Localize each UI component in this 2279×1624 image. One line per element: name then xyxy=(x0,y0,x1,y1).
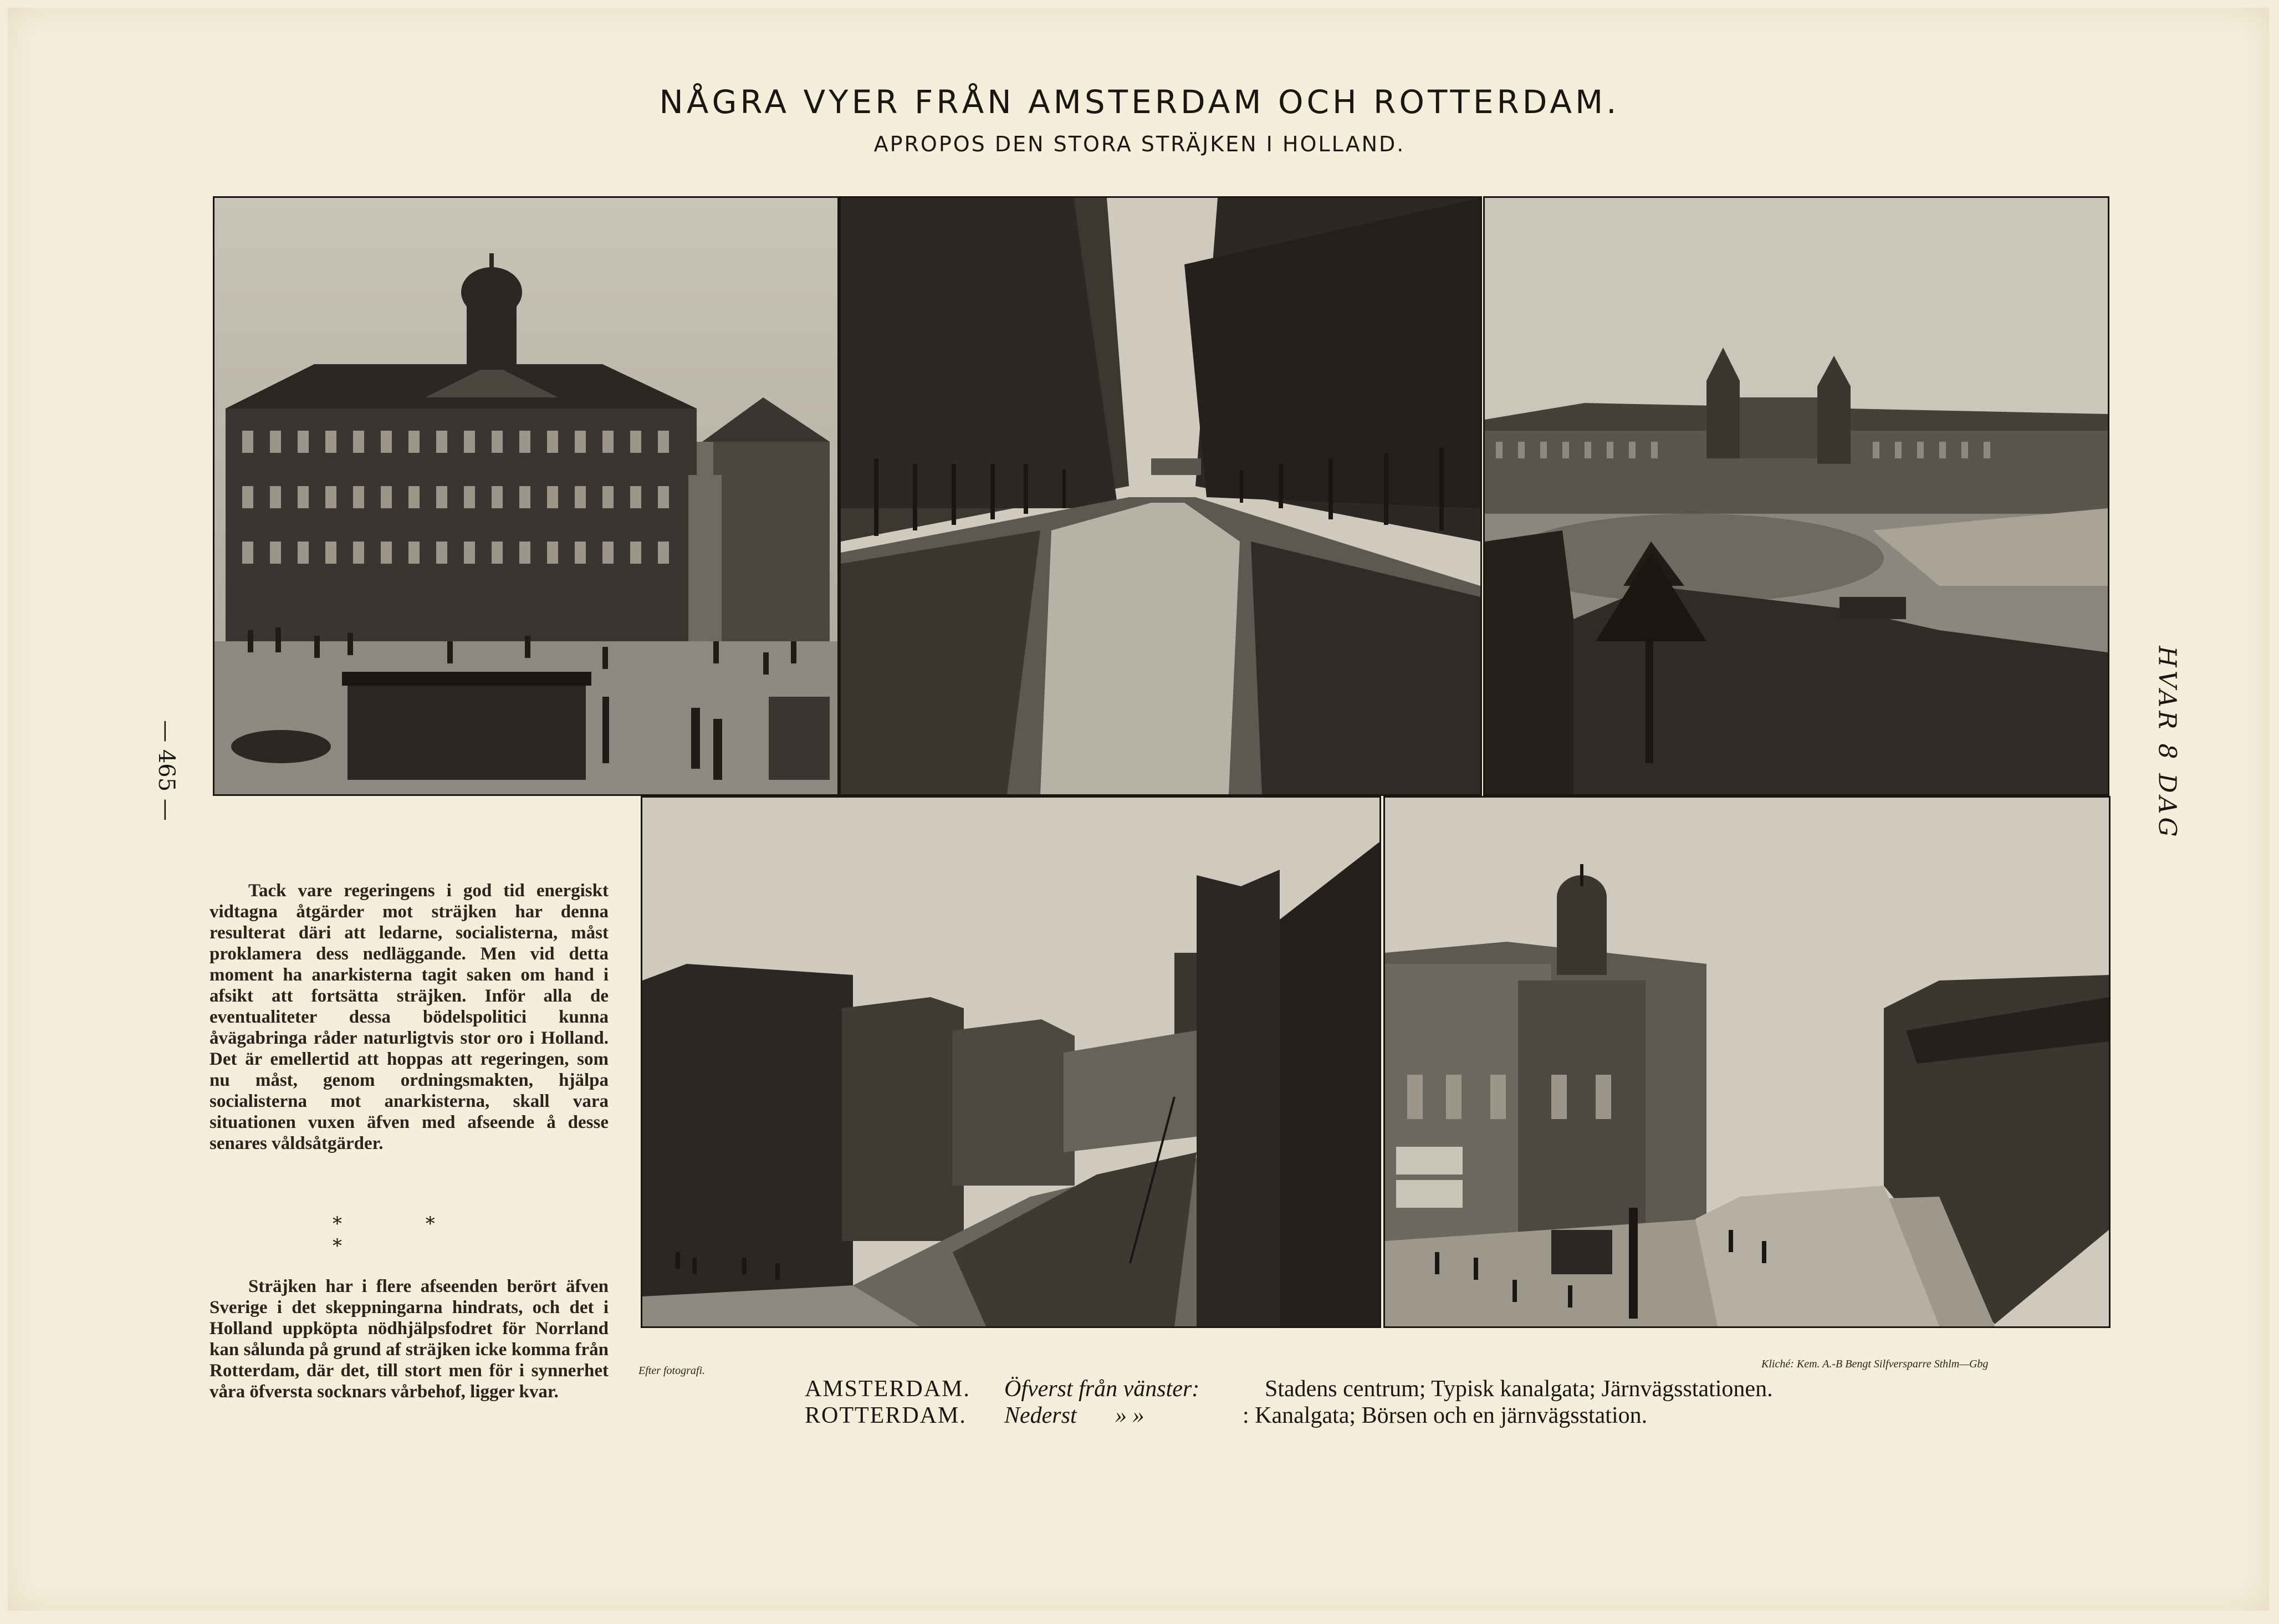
page-subtitle: APROPOS DEN STORA STRÄJKEN I HOLLAND. xyxy=(873,132,1406,156)
rotterdam-exchange-image xyxy=(1385,798,2109,1326)
caption-city: AMSTERDAM. xyxy=(805,1376,970,1402)
caption-row-amsterdam xyxy=(805,1376,1969,1402)
photo-rotterdam-exchange-station xyxy=(1383,796,2111,1328)
photo-caption xyxy=(805,1376,1969,1429)
photo-amsterdam-dam-square xyxy=(213,196,839,796)
article-paragraph-1: Tack vare regeringens i god tid energiskt vidtagna åtgärder mot sträjken har denna resulterat däri att ledarne, socialisterna, måst proklamera dess nedläggande. Men vid detta moment ha anarkisterna tagit saken om hand i afsikt att fortsätta sträjken. Inför alla de eventualiteter dessa bödelspolitici kunna åvägabringa råder naturligtvis stor oro i Holland. Det är emellertid att hoppas att regeringen, som nu måst, genom ordningsmakten, hjälpa socialisterna mot anarkisterna, skall vara situationen vuxen äfven med afseende å desse senares våldsåtgärder. xyxy=(209,881,609,1153)
dam-square-image xyxy=(214,198,837,794)
section-separator: * * * xyxy=(333,1213,474,1257)
page-title: NÅGRA VYER FRÅN AMSTERDAM OCH ROTTERDAM. xyxy=(659,83,1620,121)
page-number: — 465 — xyxy=(154,720,179,821)
caption-position: Öfverst från vänster: xyxy=(1004,1376,1200,1402)
photo-rotterdam-canal xyxy=(641,796,1381,1328)
photo-amsterdam-canal xyxy=(839,196,1482,796)
central-station-image xyxy=(1485,198,2108,794)
photo-amsterdam-central-station xyxy=(1483,196,2109,796)
caption-row-rotterdam xyxy=(805,1402,1969,1429)
photo-credit: Efter fotografi. xyxy=(638,1365,705,1377)
canal-image xyxy=(841,198,1480,794)
rotterdam-canal-image xyxy=(642,798,1379,1326)
caption-position: Nederst xyxy=(1004,1403,1077,1428)
cliche-credit: Kliché: Kem. A.-B Bengt Silfversparre Sthlm—Gbg xyxy=(1761,1358,1989,1370)
article-paragraph-2: Sträjken har i flere afseenden berört äfven Sverige i det skeppningarna hindrats, och det i Holland uppköpta nödhjälpsfodret för Norrland kan sålunda på grund af sträjken icke komma från Rotterdam, där det, till stort men för i synnerhet våra öfversta socknars vårbehof, ligger kvar. xyxy=(209,1276,609,1402)
caption-city: ROTTERDAM. xyxy=(805,1403,967,1428)
caption-ditto-marks: » » xyxy=(1115,1403,1144,1428)
running-head: HVAR 8 DAG xyxy=(2153,645,2181,840)
caption-text: Stadens centrum; Typisk kanalgata; Järnvägsstationen. xyxy=(1265,1376,1773,1402)
caption-text: : Kanalgata; Börsen och en järnvägsstation. xyxy=(1243,1403,1648,1428)
